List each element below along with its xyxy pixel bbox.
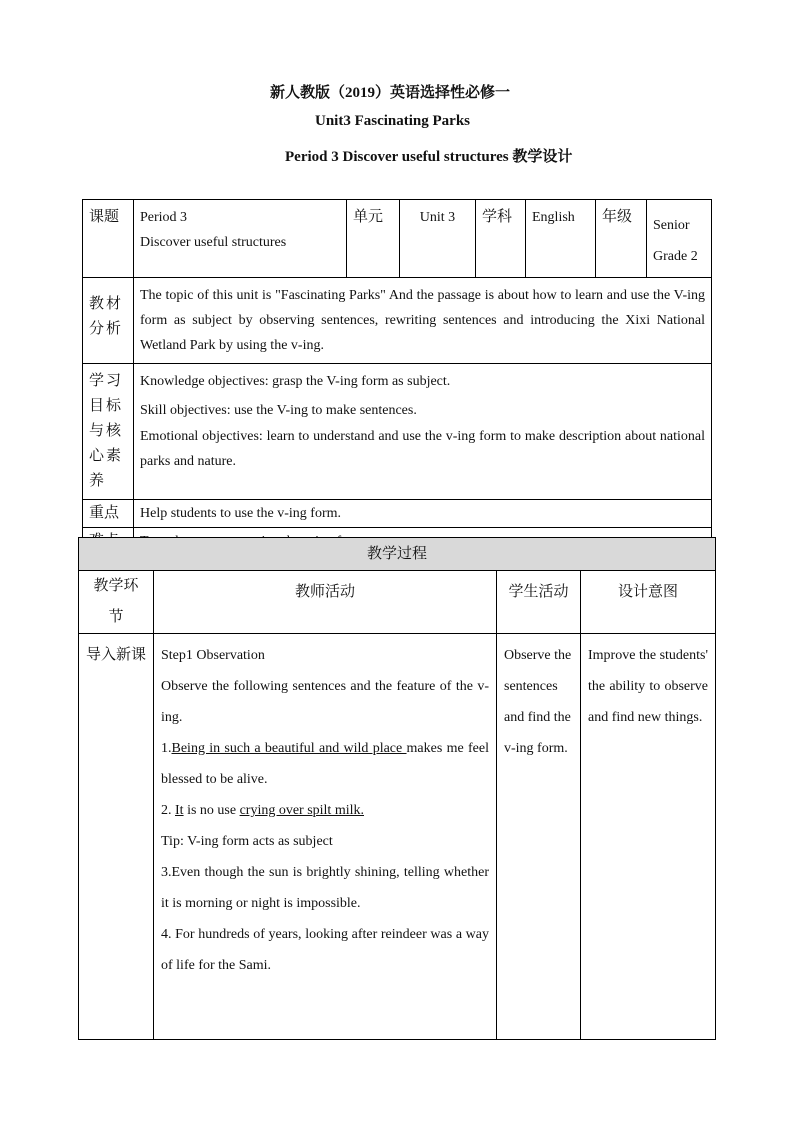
goal-skill: Skill objectives: use the V-ing to make sentences. bbox=[140, 403, 417, 418]
teaching-process-table bbox=[78, 537, 716, 1040]
example-sentence-1: 1.Being in such a beautiful and wild place makes me feel blessed to be alive. bbox=[161, 741, 489, 787]
lesson-info-table bbox=[82, 199, 712, 556]
student-activity-cell: Observe the sentences and find the v-ing form. bbox=[497, 634, 581, 1040]
grade-line1: Senior bbox=[653, 218, 690, 233]
subject-value: English bbox=[526, 200, 596, 278]
process-title: 教学过程 bbox=[79, 538, 716, 571]
goal-emotional: Emotional objectives: learn to understand and use the v-ing form to make description about national parks and nature. bbox=[140, 429, 705, 469]
grade-label: 年级 bbox=[596, 200, 647, 278]
design-intent-cell: Improve the students' the ability to observe and find new things. bbox=[581, 634, 716, 1040]
grade-line2: Grade 2 bbox=[653, 249, 698, 264]
unit-label: 单元 bbox=[347, 200, 400, 278]
topic-cell bbox=[134, 200, 347, 278]
unit-value: Unit 3 bbox=[400, 200, 476, 278]
topic-label: 课题 bbox=[83, 200, 134, 278]
doc-title-line3: Period 3 Discover useful structures 教学设计 bbox=[285, 149, 573, 165]
col-teacher-header: 教师活动 bbox=[154, 571, 497, 634]
col-student-header: 学生活动 bbox=[497, 571, 581, 634]
observe-instruction: Observe the following sentences and the feature of the v-ing. bbox=[161, 679, 489, 725]
example-sentence-2: 2. It is no use crying over spilt milk. bbox=[161, 803, 364, 818]
teacher-activity-cell bbox=[154, 634, 497, 1040]
topic-line1: Period 3 bbox=[140, 210, 188, 225]
topic-line2: Discover useful structures bbox=[140, 235, 287, 250]
goals-cell bbox=[134, 364, 712, 500]
doc-title-line2: Unit3 Fascinating Parks bbox=[315, 113, 471, 129]
stage-cell: 导入新课 bbox=[79, 634, 154, 1040]
col-intent-header: 设计意图 bbox=[581, 571, 716, 634]
analysis-label: 教材分析 bbox=[83, 278, 134, 364]
example-sentence-3: 3.Even though the sun is brightly shining, telling whether it is morning or night is impossible. bbox=[161, 865, 489, 911]
key-point-label: 重点 bbox=[83, 500, 134, 528]
grade-cell bbox=[647, 200, 712, 278]
analysis-text: The topic of this unit is "Fascinating Parks" And the passage is about how to learn and use the V-ing form as subject by observing sentences, rewriting sentences and introducing the Xixi National Wetland Park by using the v-ing. bbox=[134, 278, 712, 364]
tip-text: Tip: V-ing form acts as subject bbox=[161, 834, 333, 849]
subject-label: 学科 bbox=[476, 200, 526, 278]
col-stage-header: 教学环节 bbox=[79, 571, 154, 634]
goals-label: 学习目标与核心素养 bbox=[83, 364, 134, 500]
example-sentence-4: 4. For hundreds of years, looking after reindeer was a way of life for the Sami. bbox=[161, 927, 489, 973]
goal-knowledge: Knowledge objectives: grasp the V-ing form as subject. bbox=[140, 374, 451, 389]
doc-title-line1: 新人教版（2019）英语选择性必修一 bbox=[270, 85, 511, 101]
step-title: Step1 Observation bbox=[161, 648, 265, 663]
key-point-text: Help students to use the v-ing form. bbox=[134, 500, 712, 528]
